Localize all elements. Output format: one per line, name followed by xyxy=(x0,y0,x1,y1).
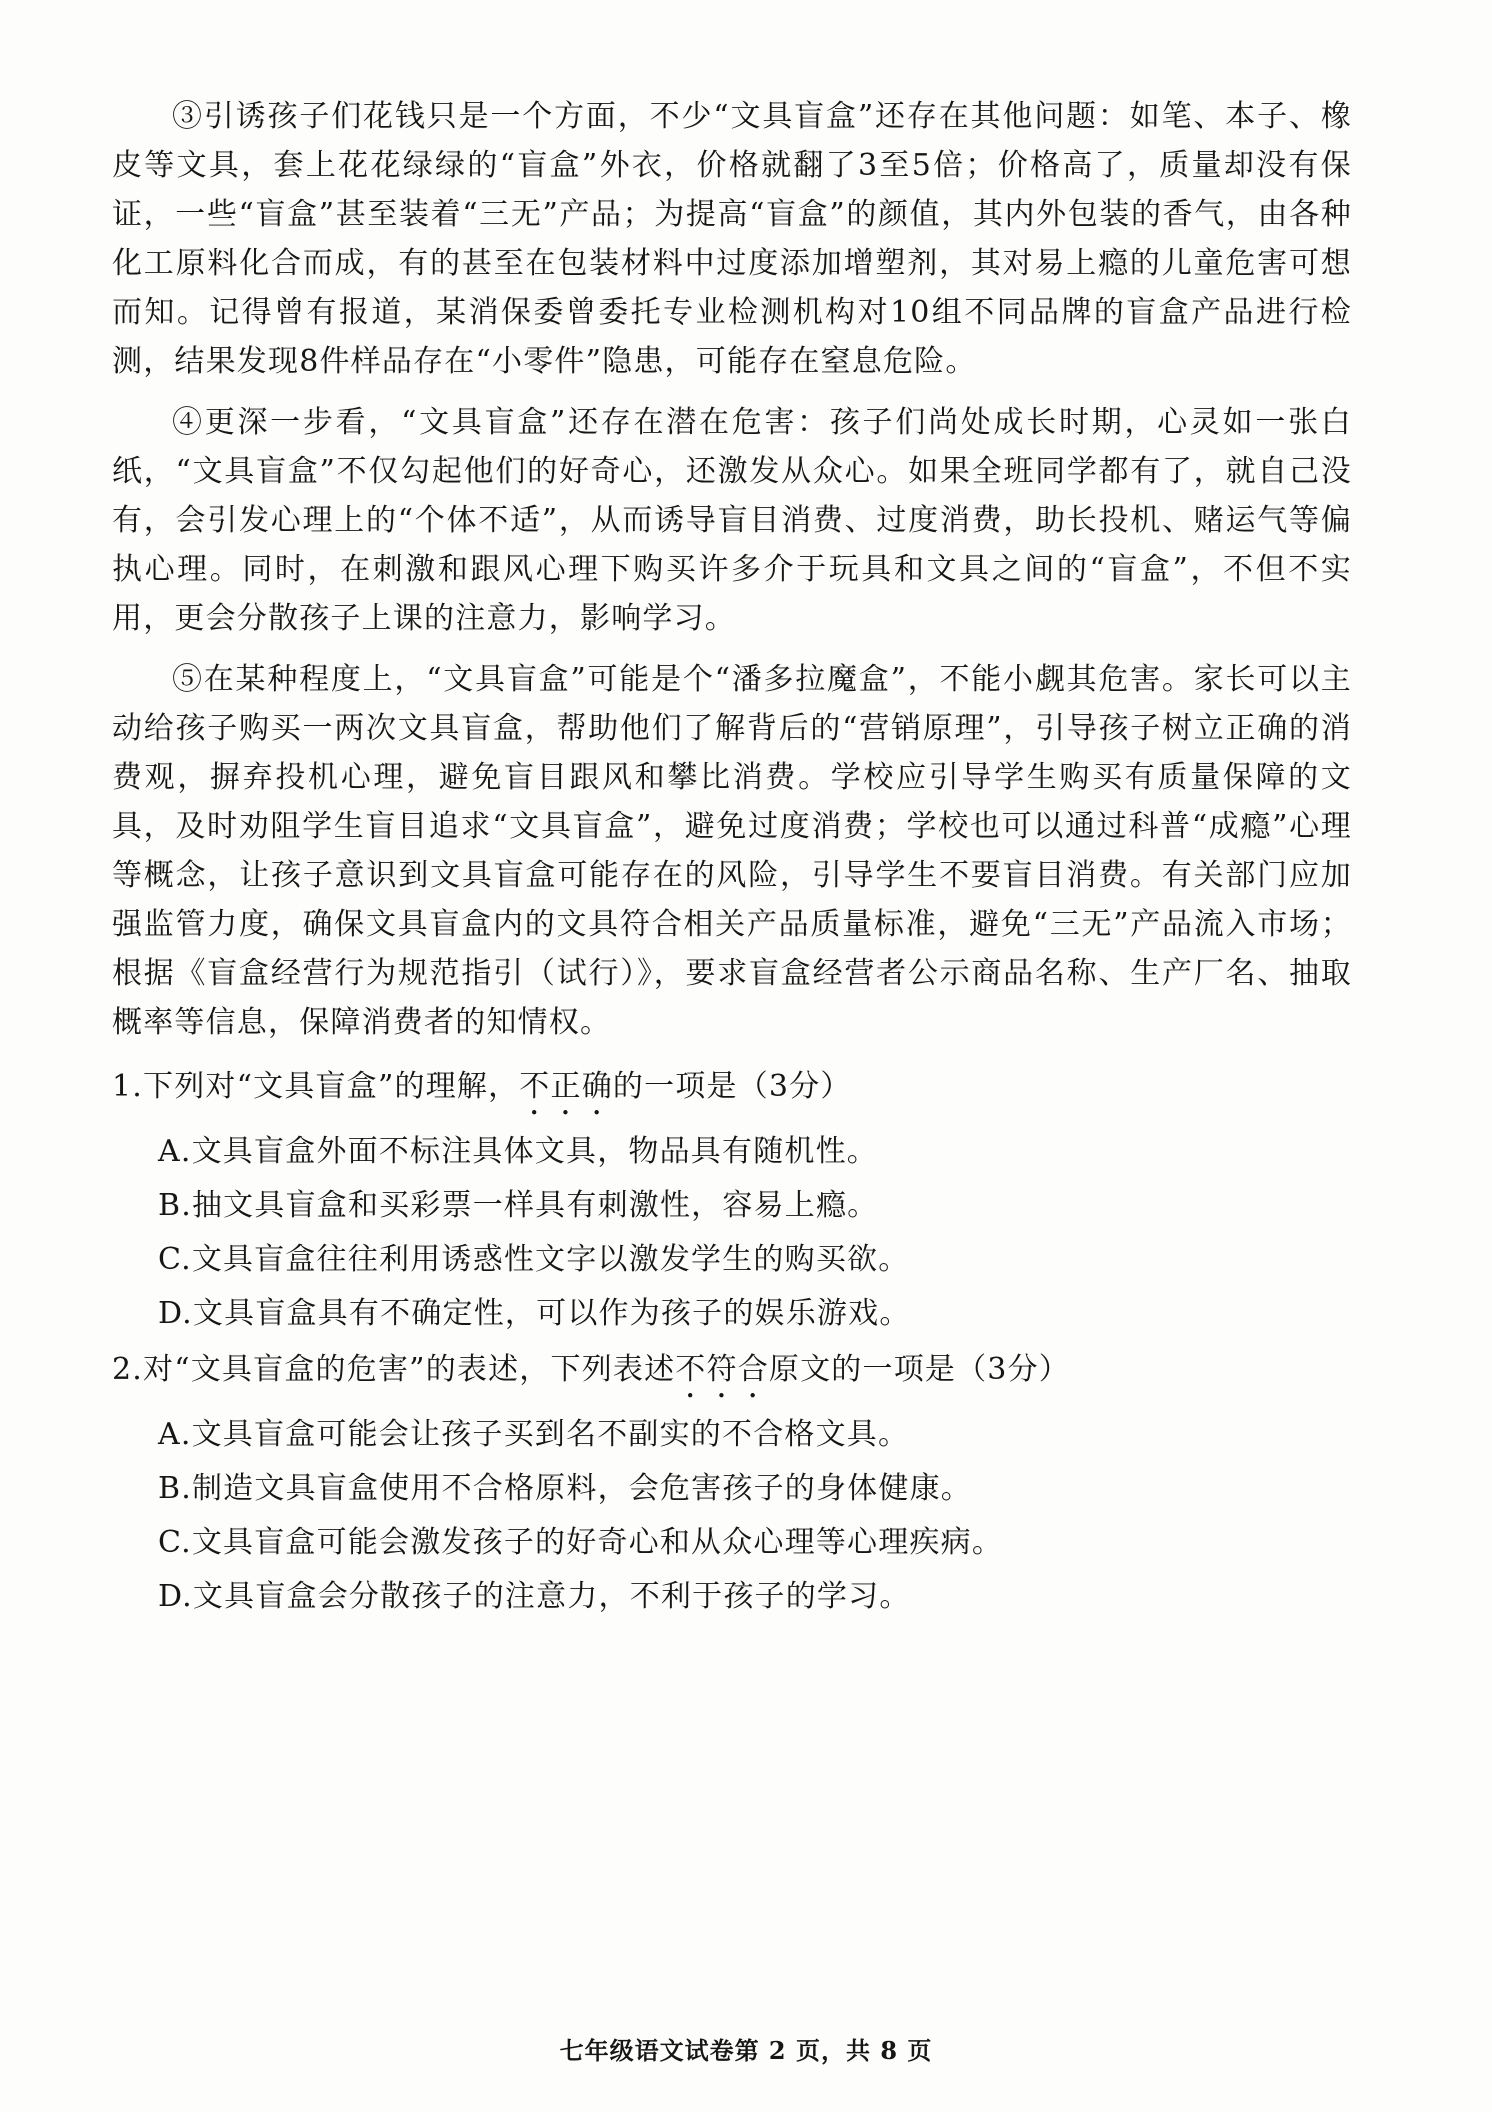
page-footer: 七年级语文试卷第 2 页，共 8 页 xyxy=(559,2036,933,2065)
question-2-stem-end: 原文的一项是（3分） xyxy=(768,1352,1070,1387)
question-2 xyxy=(112,1346,1352,1621)
question-2-option-b: B.制造文具盲盒使用不合格原料，会危害孩子的身体健康。 xyxy=(158,1471,972,1506)
page-content xyxy=(112,92,1352,1629)
passage-paragraph-3: ③引诱孩子们花钱只是一个方面，不少“文具盲盒”还存在其他问题：如笔、本子、橡皮等文具，套上花花绿绿的“盲盒”外衣，价格就翻了3至5倍；价格高了，质量却没有保证，一些“盲盒”甚至装着“三无”产品；为提高“盲盒”的颜值，其内外包装的香气，由各种化工原料化合而成，有的甚至在包装材料中过度添加增塑剂，其对易上瘾的儿童危害可想而知。记得曾有报道，某消保委曾委托专业检测机构对10组不同品牌的盲盒产品进行检测，结果发现8件样品存在“小零件”隐患，可能存在窒息危险。 xyxy=(112,99,1352,379)
question-2-emphasis-text: 不符合 xyxy=(675,1352,769,1387)
question-1-option-b: B.抽文具盲盒和买彩票一样具有刺激性，容易上瘾。 xyxy=(158,1188,879,1223)
question-1 xyxy=(112,1063,1352,1338)
question-2-option-a: A.文具盲盒可能会让孩子买到名不副实的不合格文具。 xyxy=(158,1417,910,1452)
question-1-options xyxy=(112,1128,1352,1338)
question-section xyxy=(112,1063,1352,1621)
question-1-option-d: D.文具盲盒具有不确定性，可以作为孩子的娱乐游戏。 xyxy=(158,1296,911,1331)
passage-paragraph-4: ④更深一步看，“文具盲盒”还存在潜在危害：孩子们尚处成长时期，心灵如一张白纸，“文具盲盒”不仅勾起他们的好奇心，还激发从众心。如果全班同学都有了，就自己没有，会引发心理上的“个体不适”，从而诱导盲目消费、过度消费，助长投机、赌运气等偏执心理。同时，在刺激和跟风心理下购买许多介于玩具和文具之间的“盲盒”，不但不实用，更会分散孩子上课的注意力，影响学习。 xyxy=(112,405,1352,636)
question-2-options xyxy=(112,1411,1352,1621)
reading-passage xyxy=(112,92,1352,1047)
passage-paragraph-5: ⑤在某种程度上，“文具盲盒”可能是个“潘多拉魔盒”，不能小觑其危害。家长可以主动给孩子购买一两次文具盲盒，帮助他们了解背后的“营销原理”，引导孩子树立正确的消费观，摒弃投机心理，避免盲目跟风和攀比消费。学校应引导学生购买有质量保障的文具，及时劝阻学生盲目追求“文具盲盒”，避免过度消费；学校也可以通过科普“成瘾”心理等概念，让孩子意识到文具盲盒可能存在的风险，引导学生不要盲目消费。有关部门应加强监管力度，确保文具盲盒内的文具符合相关产品质量标准，避免“三无”产品流入市场；根据《盲盒经营行为规范指引（试行）》，要求盲盒经营者公示商品名称、生产厂名、抽取概率等信息，保障消费者的知情权。 xyxy=(112,662,1352,1040)
question-1-emphasis-text: 不正确 xyxy=(519,1069,613,1104)
question-2-option-d: D.文具盲盒会分散孩子的注意力，不利于孩子的学习。 xyxy=(158,1579,911,1614)
question-2-option-c: C.文具盲盒可能会激发孩子的好奇心和从众心理等心理疾病。 xyxy=(158,1525,1004,1560)
question-1-option-c: C.文具盲盒往往利用诱惑性文字以激发学生的购买欲。 xyxy=(158,1242,910,1277)
question-2-stem-start: 2.对“文具盲盒的危害”的表述，下列表述 xyxy=(112,1352,676,1387)
question-1-stem-end: 的一项是（3分） xyxy=(612,1069,852,1104)
question-1-stem-start: 1.下列对“文具盲盒”的理解， xyxy=(112,1069,520,1104)
question-2-stem xyxy=(112,1346,1352,1405)
question-1-stem xyxy=(112,1063,1352,1122)
question-1-option-a: A.文具盲盒外面不标注具体文具，物品具有随机性。 xyxy=(158,1134,879,1169)
